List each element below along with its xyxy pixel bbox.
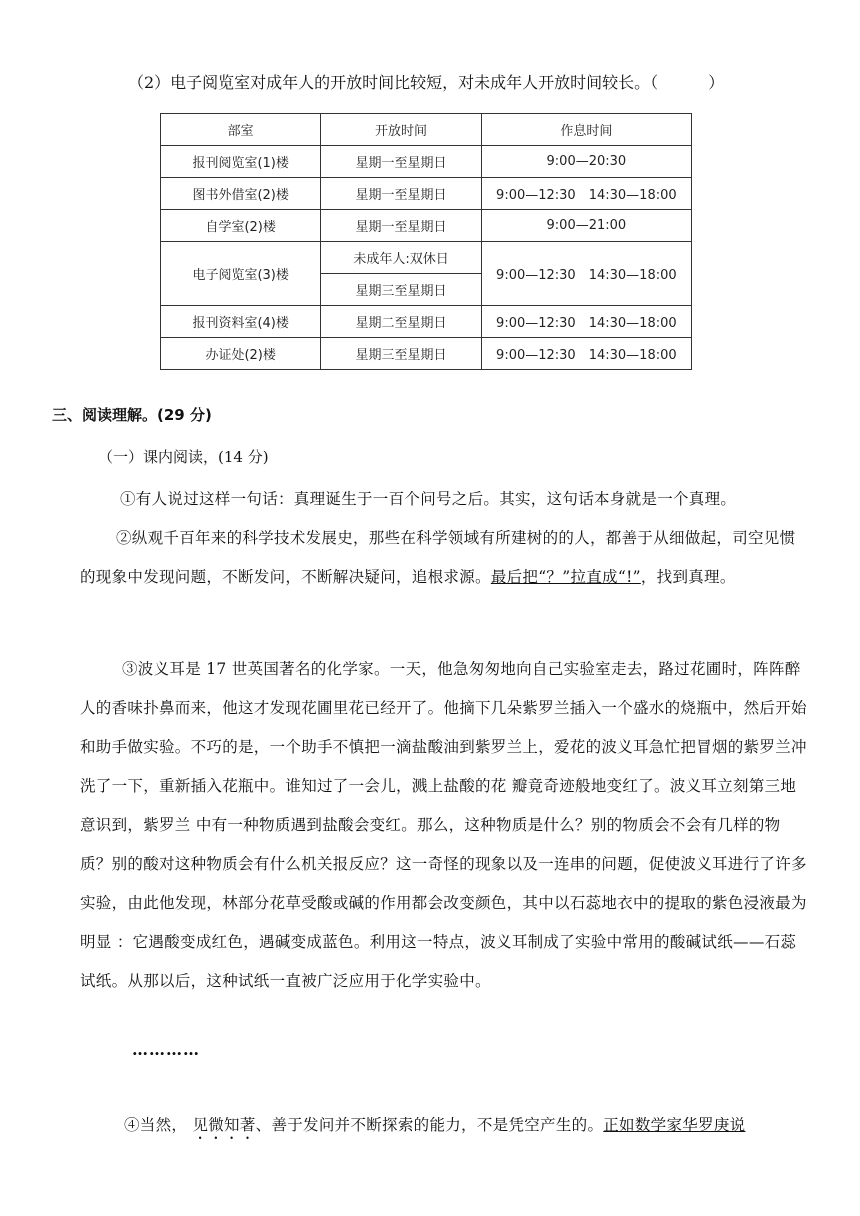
question-2 bbox=[128, 70, 724, 93]
cell-days: 星期一至星期日 bbox=[321, 178, 481, 210]
cell-days-minor: 未成年人:双休日 bbox=[321, 242, 481, 274]
cell-days: 星期二至星期日 bbox=[321, 306, 481, 338]
header-dept: 部室 bbox=[161, 114, 321, 146]
cell-days-adult: 星期三至星期日 bbox=[321, 274, 481, 306]
paragraph-4-text: ④当然， bbox=[124, 1116, 193, 1134]
paragraph-4 bbox=[80, 1106, 810, 1145]
cell-hours: 9:00—12:30 14:30—18:00 bbox=[481, 338, 691, 370]
ellipsis: ………… bbox=[132, 1040, 200, 1059]
table-row bbox=[161, 178, 692, 210]
paragraph-2-tail: ，找到真理。 bbox=[640, 568, 736, 586]
question-2-text: （2）电子阅览室对成年人的开放时间比较短，对未成年人开放时间较长。（ bbox=[128, 73, 659, 92]
cell-hours: 9:00—12:30 14:30—18:00 bbox=[481, 306, 691, 338]
header-days: 开放时间 bbox=[321, 114, 481, 146]
paragraph-1: ①有人说过这样一句话：真理诞生于一百个问号之后。其实，这句话本身就是一个真理。 bbox=[120, 490, 737, 508]
cell-dept: 报刊阅览室(1)楼 bbox=[161, 146, 321, 178]
table-row bbox=[161, 242, 692, 274]
cell-dept: 自学室(2)楼 bbox=[161, 210, 321, 242]
table-row bbox=[161, 306, 692, 338]
cell-hours: 9:00—20:30 bbox=[481, 146, 691, 178]
underlined-quote: 正如数学家华罗庚说 bbox=[603, 1116, 746, 1134]
cell-days: 星期一至星期日 bbox=[321, 210, 481, 242]
question-2-close: ） bbox=[708, 73, 725, 92]
paragraph-3: ③波义耳是 17 世英国著名的化学家。一天，他急匆匆地向自己实验室走去，路过花圃时，阵阵醉人的香味扑鼻而来，他这才发现花圃里花已经开了。他摘下几朵紫罗兰插入一个盛水的烧瓶中，然后开始和助手做实验。不巧的是，一个助手不慎把一滴盐酸油到紫罗兰上，爱花的波义耳急忙把冒烟的紫罗兰冲洗了一下，重新插入花瓶中。谁知过了一会儿，溅上盐酸的花 瓣竟奇迹般地变红了。波义耳立刻第三地意识到，紫罗兰 中有一种物质遇到盐酸会变红。那么，这种物质是什么？别的物质会不会有几样的物质？别的酸对这种物质会有什么机关报反应？这一奇怪的现象以及一连串的问题，促使波义耳进行了许多实验，由此他发现，林部分花草受酸或碱的作用都会改变颜色，其中以石蕊地衣中的提取的紫色浸液最为明显 ：它遇酸变成红色，遇碱变成蓝色。利用这一特点，波义耳制成了实验中常用的酸碱试纸——石蕊试纸。从那以后，这种试纸一直被广泛应用于化学实验中。 bbox=[80, 660, 807, 990]
table-row bbox=[161, 146, 692, 178]
cell-dept: 报刊资料室(4)楼 bbox=[161, 306, 321, 338]
underlined-sentence: 最后把“？”拉直成“!” bbox=[490, 568, 641, 586]
header-hours: 作息时间 bbox=[481, 114, 691, 146]
cell-hours: 9:00—21:00 bbox=[481, 210, 691, 242]
cell-days: 星期一至星期日 bbox=[321, 146, 481, 178]
table-row bbox=[161, 210, 692, 242]
section-subtitle: （一）课内阅读，(14 分) bbox=[98, 448, 269, 466]
section-title: 三、阅读理解。(29 分) bbox=[52, 406, 212, 424]
cell-dept: 图书外借室(2)楼 bbox=[161, 178, 321, 210]
cell-dept: 电子阅览室(3)楼 bbox=[161, 242, 321, 306]
cell-hours: 9:00—12:30 14:30—18:00 bbox=[481, 242, 691, 306]
emphasized-phrase: 见微知著 bbox=[192, 1116, 256, 1134]
table-header-row bbox=[161, 114, 692, 146]
cell-dept: 办证处(2)楼 bbox=[161, 338, 321, 370]
schedule-table bbox=[160, 113, 692, 370]
paragraph-2-text: ②纵观千百年来的科学技术发展史，那些在科学领域有所建树的的人，都善于从细做起，司空见惯的现象中发现问题，不断发问，不断解决疑问，追根求源。 bbox=[80, 529, 796, 586]
cell-days: 星期三至星期日 bbox=[321, 338, 481, 370]
paragraph-2 bbox=[80, 519, 810, 597]
table-row bbox=[161, 338, 692, 370]
cell-hours: 9:00—12:30 14:30—18:00 bbox=[481, 178, 691, 210]
paragraph-4-mid: 、善于发问并不断探索的能力，不是凭空产生的。 bbox=[255, 1116, 604, 1134]
